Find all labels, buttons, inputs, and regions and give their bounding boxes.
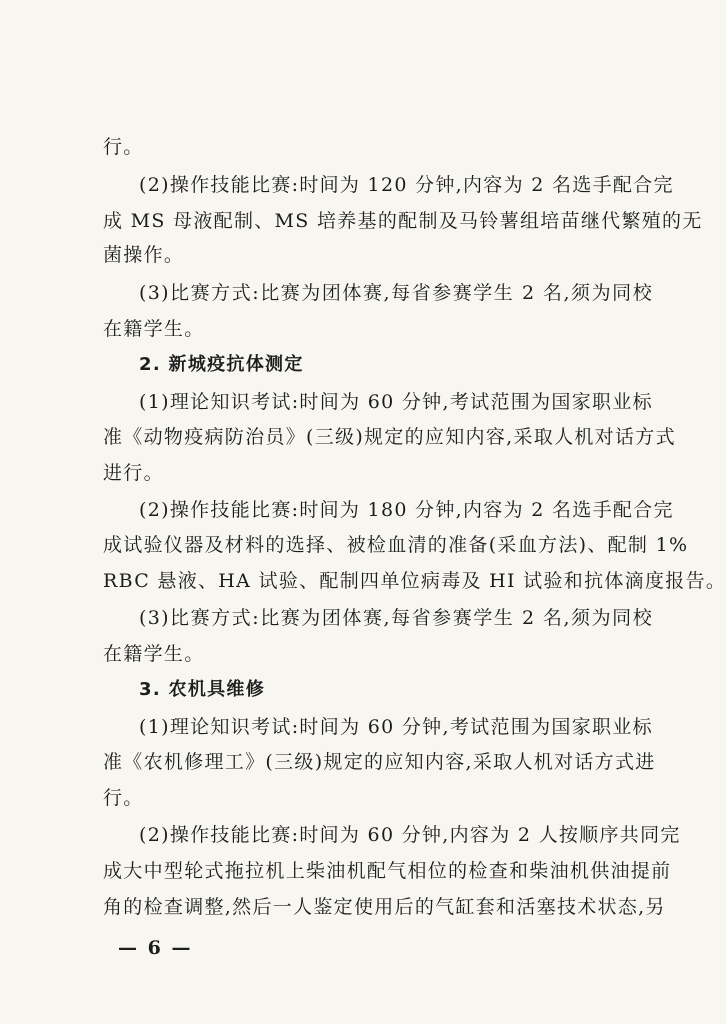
text-line: (1)理论知识考试:时间为 60 分钟,考试范围为国家职业标 (139, 716, 653, 738)
text-line: 准《农机修理工》(三级)规定的应知内容,采取人机对话方式进 (103, 751, 656, 773)
text-line: RBC 悬液、HA 试验、配制四单位病毒及 HI 试验和抗体滴度报告。 (103, 570, 726, 592)
text-line: 在籍学生。 (103, 318, 205, 340)
text-line: 准《动物疫病防治员》(三级)规定的应知内容,采取人机对话方式 (103, 426, 676, 448)
text-line: (2)操作技能比赛:时间为 60 分钟,内容为 2 人按顺序共同完 (139, 824, 681, 846)
section-heading: 2. 新城疫抗体测定 (139, 354, 304, 375)
text-line: 在籍学生。 (103, 643, 205, 665)
text-line: 角的检查调整,然后一人鉴定使用后的气缸套和活塞技术状态,另 (103, 896, 666, 918)
text-line: 行。 (103, 787, 144, 809)
text-line: (1)理论知识考试:时间为 60 分钟,考试范围为国家职业标 (139, 391, 653, 413)
text-line: 成 MS 母液配制、MS 培养基的配制及马铃薯组培苗继代繁殖的无 (103, 210, 703, 232)
text-line: (3)比赛方式:比赛为团体赛,每省参赛学生 2 名,须为同校 (139, 607, 653, 629)
text-line: (2)操作技能比赛:时间为 180 分钟,内容为 2 名选手配合完 (139, 499, 674, 521)
section-heading: 3. 农机具维修 (139, 679, 266, 700)
text-line: (2)操作技能比赛:时间为 120 分钟,内容为 2 名选手配合完 (139, 174, 674, 196)
text-line: 成大中型轮式拖拉机上柴油机配气相位的检查和柴油机供油提前 (103, 860, 672, 882)
text-line: 进行。 (103, 462, 164, 484)
page-number: — 6 — (118, 937, 193, 959)
text-line: 菌操作。 (103, 244, 185, 266)
text-line: (3)比赛方式:比赛为团体赛,每省参赛学生 2 名,须为同校 (139, 282, 653, 304)
text-line: 成试验仪器及材料的选择、被检血清的准备(采血方法)、配制 1% (103, 534, 689, 556)
text-line: 行。 (103, 136, 144, 158)
